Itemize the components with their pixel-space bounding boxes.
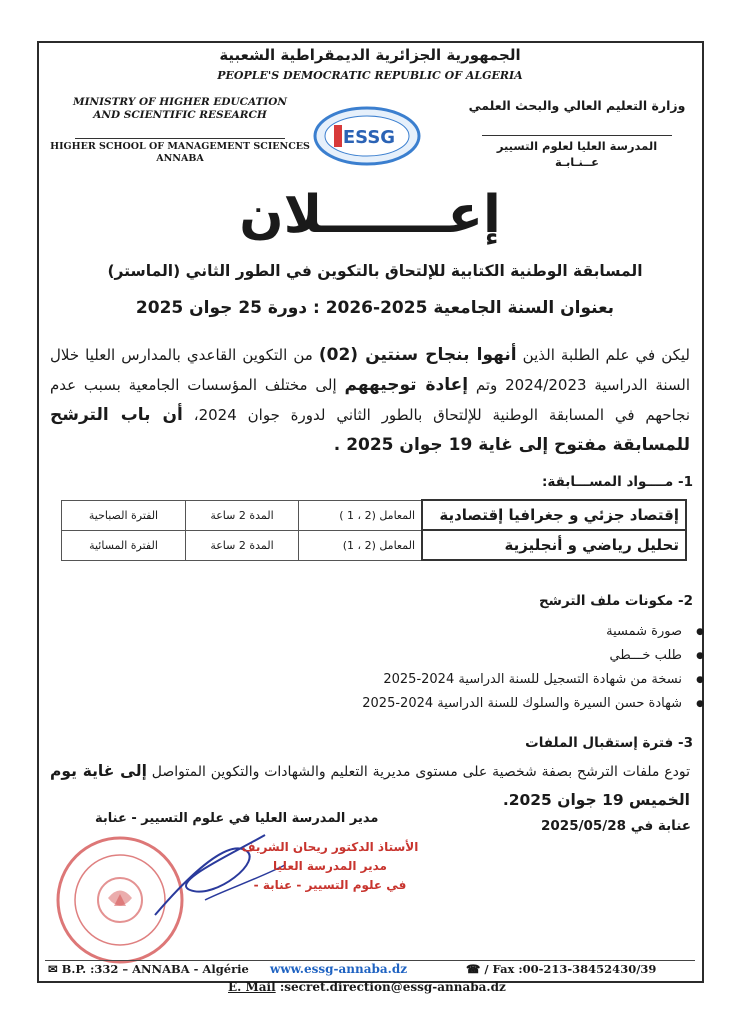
- republic-english: PEOPLE'S DEMOCRATIC REPUBLIC OF ALGERIA: [217, 69, 523, 82]
- announcement-session: بعنوان السنة الجامعية 2025-2026 : دورة 25 جوان 2025: [135, 298, 615, 318]
- email-label: E. Mail: [228, 980, 276, 994]
- logo-text: ESSG: [342, 127, 396, 148]
- body-emphasis: أن باب الترشح للمسابقة مفتوح إلى غاية 19 جوان 2025 .: [50, 405, 690, 455]
- school-english: [50, 138, 310, 165]
- period-cell: الفترة الصباحية: [62, 500, 186, 530]
- body-text: من التكوين القاعدي بالمدارس العليا خلال السنة الدراسية 2024/2023 وتم: [50, 346, 691, 394]
- email-address: :secret.direction@essg-annaba.dz: [275, 980, 506, 994]
- list-item: ● طلب خـــطي: [300, 644, 686, 668]
- republic-arabic: الجمهورية الجزائرية الديمقراطية الشعبية: [219, 46, 521, 64]
- mailbox-icon: ✉: [48, 962, 62, 976]
- stamp-name: الأستاذ الدكتور ريحان الشريف: [241, 840, 419, 854]
- footer-phone: [466, 962, 656, 976]
- school-en-line-2: ANNABA: [156, 153, 204, 164]
- list-item: ● نسخة من شهادة التسجيل للسنة الدراسية 2024-2025: [300, 668, 686, 692]
- body-emphasis: إعادة توجيههم: [344, 375, 469, 395]
- list-item: ● صورة شمسية: [300, 620, 686, 644]
- announcement-body: [50, 340, 690, 460]
- phone-icon: ☎: [466, 962, 485, 976]
- school-arabic: [462, 135, 692, 170]
- section-subjects-title: 1- مــــواد المســـابقة:: [541, 474, 693, 490]
- coef-cell: المعامل (2 ، 1): [299, 530, 423, 560]
- school-en-line-1: HIGHER SCHOOL OF MANAGEMENT SCIENCES: [50, 141, 310, 152]
- duration-cell: المدة 2 ساعة: [186, 530, 299, 560]
- subject-cell: تحليل رياضي و أنجليزية: [422, 530, 686, 560]
- duration-cell: المدة 2 ساعة: [186, 500, 299, 530]
- coef-cell: المعامل (2 ، 1 ): [299, 500, 423, 530]
- school-ar-line-2: عــنـابـة: [555, 155, 599, 169]
- ministry-en-line-1: MINISTRY OF HIGHER EDUCATION: [72, 96, 288, 108]
- body-text: تودع ملفات الترشح بصفة شخصية على مستوى مديرية التعليم والشهادات والتكوين المتواصل: [146, 764, 690, 780]
- phone-text: / Fax :00-213-38452430/39: [484, 962, 657, 976]
- announcement-title: إعـــــــلان: [239, 185, 501, 245]
- issue-date: عنابة في 2025/05/28: [541, 818, 691, 834]
- table-row: [62, 500, 687, 530]
- footer-email[interactable]: [228, 980, 506, 994]
- stamp-role: مدير المدرسة العليا: [273, 859, 387, 873]
- announcement-subtitle: المسابقة الوطنية الكتابية للإلتحاق بالتكوين في الطور الثاني (الماستر): [107, 262, 643, 280]
- body-emphasis: إلى غاية يوم الخميس 19 جوان 2025.: [50, 762, 690, 809]
- reception-text: [50, 757, 690, 815]
- divider: [75, 138, 285, 139]
- divider: [482, 135, 672, 136]
- school-ar-line-1: المدرسة العليا لعلوم التسيير: [496, 139, 658, 153]
- director-title: مدير المدرسة العليا في علوم التسيير - عنابة: [95, 811, 379, 826]
- section-reception-title: 3- فترة إستقبال الملفات: [525, 735, 693, 751]
- file-items-list: [300, 620, 706, 716]
- ministry-arabic: وزارة التعليم العالي والبحث العلمي: [468, 98, 686, 113]
- footer-address: [48, 962, 249, 976]
- footer-divider: [45, 960, 695, 961]
- subjects-table: [61, 499, 687, 561]
- subject-cell: إقتصاد جزئي و جغرافيا إقتصادية: [422, 500, 686, 530]
- address-text: B.P. :332 – ANNABA - Algérie: [61, 962, 249, 976]
- stamp-institution: في علوم التسيير - عنابة -: [253, 878, 407, 892]
- ministry-en-line-2: AND SCIENTIFIC RESEARCH: [93, 109, 267, 121]
- body-text: ليكن في علم الطلبة الذين: [516, 346, 690, 364]
- section-file-title: 2- مكونات ملف الترشح: [538, 593, 693, 609]
- director-stamp: [205, 838, 455, 895]
- footer-website[interactable]: www.essg-annaba.dz: [270, 962, 408, 976]
- ministry-english: [50, 96, 310, 122]
- essg-logo: [312, 105, 422, 167]
- period-cell: الفترة المسائية: [62, 530, 186, 560]
- list-item: ● شهادة حسن السيرة والسلوك للسنة الدراسية 2024-2025: [300, 692, 686, 716]
- body-emphasis: أنهوا بنجاح سنتين (02): [318, 345, 517, 365]
- table-row: [62, 530, 687, 560]
- body-text: إلى مختلف المؤسسات الجامعية بسبب عدم نجاحهم في المسابقة الوطنية للإلتحاق بالطور الثاني لدورة جوان 2024،: [50, 376, 691, 424]
